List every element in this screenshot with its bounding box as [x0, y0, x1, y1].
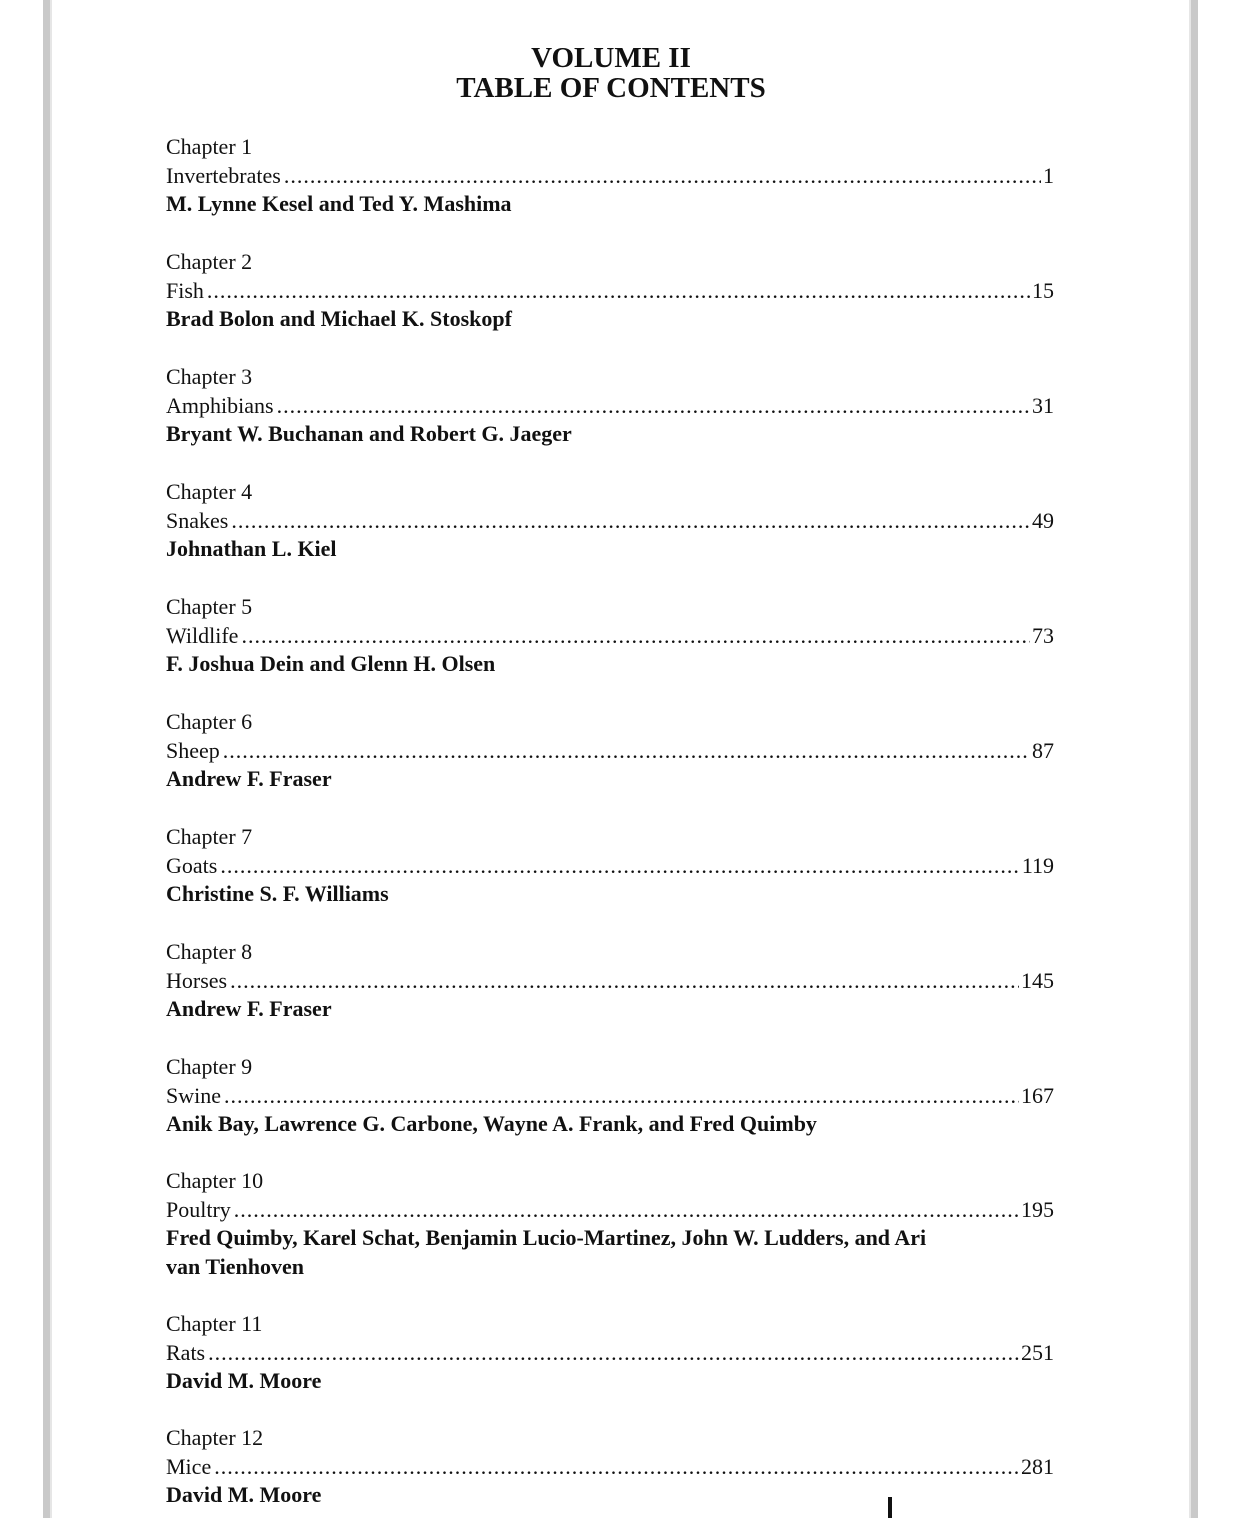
chapter-page-number: 87 — [1032, 737, 1054, 763]
page-left-border-shadow — [50, 0, 52, 1518]
chapter-entry-10 — [166, 1167, 1054, 1282]
chapter-authors: Andrew F. Fraser — [166, 766, 332, 792]
chapter-title-row[interactable] — [166, 737, 1054, 766]
chapter-entry-6 — [166, 708, 1054, 794]
page-right-border-shadow — [1189, 0, 1191, 1518]
chapter-title-row[interactable] — [166, 1082, 1054, 1111]
chapter-title: Poultry — [166, 1196, 231, 1222]
chapter-label: Chapter 4 — [166, 479, 253, 504]
chapter-title-row[interactable] — [166, 277, 1054, 306]
chapter-label: Chapter 12 — [166, 1425, 264, 1450]
leader-dots — [208, 1339, 1019, 1368]
chapter-title: Swine — [166, 1082, 221, 1108]
chapter-page-number: 281 — [1021, 1453, 1054, 1479]
chapter-entry-8 — [166, 938, 1054, 1024]
leader-dots — [241, 622, 1030, 651]
chapter-page-number: 119 — [1021, 852, 1054, 878]
chapter-authors: Bryant W. Buchanan and Robert G. Jaeger — [166, 421, 572, 447]
chapter-page-number: 145 — [1021, 967, 1054, 993]
chapter-title: Mice — [166, 1453, 212, 1479]
chapter-page-number: 15 — [1032, 277, 1054, 303]
chapter-title-row[interactable] — [166, 162, 1054, 191]
chapter-entry-2 — [166, 248, 1054, 334]
chapter-title: Fish — [166, 277, 204, 303]
leader-dots — [277, 392, 1030, 421]
chapter-title-row[interactable] — [166, 507, 1054, 536]
leader-dots — [224, 1082, 1019, 1111]
chapter-label: Chapter 10 — [166, 1168, 264, 1193]
chapter-label: Chapter 2 — [166, 249, 253, 274]
chapter-title: Sheep — [166, 737, 220, 763]
chapter-authors: Brad Bolon and Michael K. Stoskopf — [166, 306, 512, 332]
leader-dots — [230, 967, 1019, 996]
chapter-label: Chapter 6 — [166, 709, 253, 734]
chapter-title-row[interactable] — [166, 852, 1054, 881]
chapter-entry-5 — [166, 593, 1054, 679]
chapter-authors: M. Lynne Kesel and Ted Y. Mashima — [166, 191, 512, 217]
chapter-page-number: 1 — [1043, 162, 1054, 188]
chapter-title-row[interactable] — [166, 1453, 1054, 1482]
chapter-entry-11 — [166, 1310, 1054, 1396]
chapter-entry-3 — [166, 363, 1054, 449]
page-right-border — [1191, 0, 1198, 1518]
chapter-entry-7 — [166, 823, 1054, 909]
chapter-authors: Andrew F. Fraser — [166, 996, 332, 1022]
chapter-page-number: 73 — [1032, 622, 1054, 648]
leader-dots — [223, 737, 1030, 766]
chapter-title-row[interactable] — [166, 967, 1054, 996]
chapter-title: Amphibians — [166, 392, 274, 418]
chapter-label: Chapter 1 — [166, 134, 253, 159]
chapter-title-row[interactable] — [166, 1196, 1054, 1225]
chapter-authors: Anik Bay, Lawrence G. Carbone, Wayne A. Frank, and Fred Quimby — [166, 1111, 817, 1137]
leader-dots — [234, 1196, 1019, 1225]
chapter-entry-4 — [166, 478, 1054, 564]
chapter-authors: David M. Moore — [166, 1368, 322, 1394]
chapter-label: Chapter 5 — [166, 594, 253, 619]
chapter-entry-12 — [166, 1424, 1054, 1510]
volume-heading: VOLUME II — [531, 42, 691, 74]
chapter-entry-1 — [166, 133, 1054, 219]
chapter-page-number: 251 — [1021, 1339, 1054, 1365]
leader-dots — [214, 1453, 1019, 1482]
chapter-title-row[interactable] — [166, 1339, 1054, 1368]
chapter-entry-9 — [166, 1053, 1054, 1139]
chapter-title-row[interactable] — [166, 622, 1054, 651]
leader-dots — [207, 277, 1030, 306]
chapter-title: Invertebrates — [166, 162, 281, 188]
chapter-authors: Fred Quimby, Karel Schat, Benjamin Lucio-Martinez, John W. Ludders, and Ari van Tienhoven — [166, 1225, 927, 1280]
toc-heading: TABLE OF CONTENTS — [456, 72, 766, 104]
chapter-authors: David M. Moore — [166, 1482, 322, 1508]
text-cursor — [888, 1497, 892, 1518]
chapter-label: Chapter 11 — [166, 1311, 263, 1336]
chapter-title: Wildlife — [166, 622, 239, 648]
chapter-label: Chapter 9 — [166, 1054, 253, 1079]
page-left-border — [43, 0, 50, 1518]
leader-dots — [231, 507, 1030, 536]
chapter-authors: F. Joshua Dein and Glenn H. Olsen — [166, 651, 496, 677]
chapter-label: Chapter 8 — [166, 939, 253, 964]
chapter-title: Snakes — [166, 507, 229, 533]
leader-dots — [220, 852, 1019, 881]
chapter-title: Goats — [166, 852, 218, 878]
chapter-authors: Johnathan L. Kiel — [166, 536, 337, 562]
chapter-authors: Christine S. F. Williams — [166, 881, 389, 907]
chapter-label: Chapter 7 — [166, 824, 253, 849]
chapter-title-row[interactable] — [166, 392, 1054, 421]
leader-dots — [284, 162, 1041, 191]
chapter-page-number: 31 — [1032, 392, 1054, 418]
chapter-page-number: 167 — [1021, 1082, 1054, 1108]
chapter-page-number: 49 — [1032, 507, 1054, 533]
chapter-title: Horses — [166, 967, 228, 993]
chapter-title: Rats — [166, 1339, 206, 1365]
chapter-label: Chapter 3 — [166, 364, 253, 389]
chapter-page-number: 195 — [1021, 1196, 1054, 1222]
